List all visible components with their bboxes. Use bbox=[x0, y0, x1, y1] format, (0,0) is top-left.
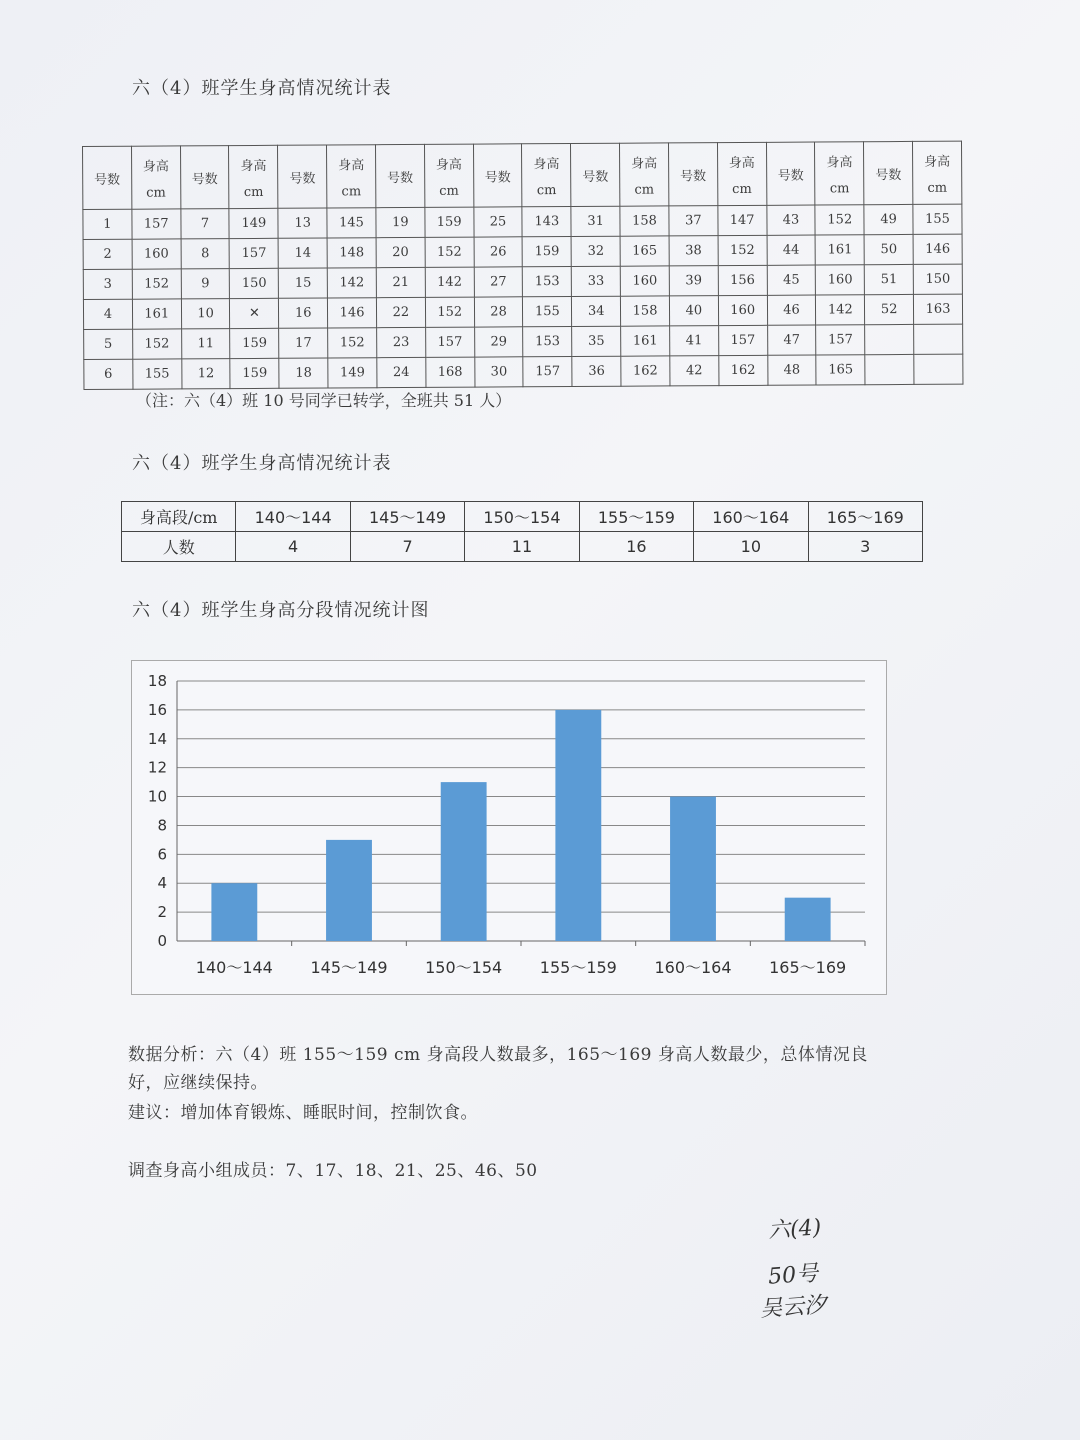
student-number-cell: 17 bbox=[279, 328, 328, 358]
student-number-cell: 42 bbox=[670, 356, 719, 386]
header-height-label: 身高 bbox=[631, 155, 658, 172]
height-cell: 157 bbox=[523, 357, 572, 387]
student-number-cell: 28 bbox=[474, 297, 523, 327]
header-height-label: 身高 bbox=[142, 158, 169, 175]
header-height-label: 身高 bbox=[533, 156, 560, 172]
x-tick-label: 165～169 bbox=[769, 958, 847, 977]
bar bbox=[326, 840, 372, 941]
summary-range-cell: 150～154 bbox=[465, 502, 579, 532]
height-cell: 163 bbox=[914, 294, 963, 324]
header-height-unit: cm bbox=[732, 181, 752, 197]
student-number-cell: 22 bbox=[376, 297, 425, 327]
height-cell: 159 bbox=[523, 237, 572, 267]
header-height bbox=[229, 145, 278, 208]
height-cell: 146 bbox=[328, 298, 377, 328]
student-number-cell: 44 bbox=[767, 235, 816, 265]
height-cell: 157 bbox=[230, 238, 279, 268]
height-cell: 150 bbox=[913, 264, 962, 294]
student-number-cell: 15 bbox=[279, 268, 328, 298]
summary-count-cell: 10 bbox=[694, 532, 808, 562]
height-cell: 162 bbox=[719, 355, 768, 385]
student-number-cell: 49 bbox=[864, 204, 913, 234]
header-height-label: 身高 bbox=[240, 158, 267, 174]
y-tick-label: 6 bbox=[157, 845, 167, 864]
handwritten-name: 吴云汐 bbox=[759, 1292, 827, 1323]
student-number-cell: 23 bbox=[377, 327, 426, 357]
student-number-cell: 38 bbox=[669, 236, 718, 266]
height-cell: 157 bbox=[718, 325, 767, 355]
student-number-cell: 43 bbox=[766, 205, 815, 235]
header-height-unit: cm bbox=[439, 183, 459, 199]
table-row bbox=[84, 354, 963, 389]
summary-count-cell: 16 bbox=[579, 532, 693, 562]
height-cell: 152 bbox=[132, 329, 181, 359]
height-cell: 159 bbox=[230, 358, 279, 388]
student-number-cell: 2 bbox=[83, 239, 132, 269]
bar bbox=[785, 898, 831, 941]
x-tick-label: 145～149 bbox=[310, 958, 388, 977]
header-height bbox=[131, 146, 180, 209]
height-cell: 160 bbox=[132, 239, 181, 269]
header-number: 号数 bbox=[473, 144, 522, 207]
student-number-cell: 6 bbox=[84, 359, 133, 389]
summary-count-cell: 4 bbox=[236, 532, 350, 562]
handwritten-class: 六(4) bbox=[767, 1215, 823, 1244]
student-number-cell: 32 bbox=[571, 236, 620, 266]
student-number-cell: 46 bbox=[767, 295, 816, 325]
height-cell: 157 bbox=[425, 327, 474, 357]
header-height-label: 身高 bbox=[826, 154, 853, 170]
analysis-line-1: 数据分析：六（4）班 155～159 cm 身高段人数最多，165～169 身高人数最少，总体情况良 bbox=[128, 1045, 868, 1065]
suggestion-line: 建议：增加体育锻炼、睡眠时间，控制饮食。 bbox=[128, 1103, 478, 1123]
y-tick-label: 0 bbox=[157, 932, 167, 950]
header-number: 号数 bbox=[864, 141, 913, 204]
student-number-cell bbox=[865, 324, 914, 354]
height-cell: 142 bbox=[327, 268, 376, 298]
header-number: 号数 bbox=[668, 143, 717, 206]
height-cell: 152 bbox=[718, 235, 767, 265]
height-cell: 152 bbox=[425, 297, 474, 327]
x-tick-label: 155～159 bbox=[539, 958, 617, 977]
header-number: 号数 bbox=[571, 143, 620, 206]
student-number-cell: 10 bbox=[181, 299, 230, 329]
header-number: 号数 bbox=[278, 145, 327, 208]
bar bbox=[441, 782, 487, 941]
header-height-unit: cm bbox=[341, 183, 362, 199]
student-number-cell: 25 bbox=[474, 207, 523, 237]
summary-table bbox=[121, 501, 923, 562]
student-number-cell: 19 bbox=[376, 207, 425, 237]
raw-table-header-row bbox=[83, 141, 962, 209]
header-height-label: 身高 bbox=[924, 154, 951, 170]
student-number-cell: 48 bbox=[767, 355, 816, 385]
height-cell: 165 bbox=[620, 236, 669, 266]
student-number-cell: 52 bbox=[865, 294, 914, 324]
header-number: 号数 bbox=[766, 142, 815, 205]
student-number-cell: 51 bbox=[864, 264, 913, 294]
y-tick-label: 10 bbox=[147, 787, 167, 806]
height-cell: 145 bbox=[327, 208, 376, 238]
header-height-unit: cm bbox=[927, 180, 948, 196]
bar-chart bbox=[132, 661, 886, 994]
student-number-cell: 27 bbox=[474, 267, 523, 297]
summary-count-cell: 3 bbox=[808, 532, 922, 562]
header-height-label: 身高 bbox=[338, 157, 365, 173]
header-height-label: 身高 bbox=[435, 157, 462, 173]
raw-height-table bbox=[82, 141, 963, 390]
height-cell: 155 bbox=[523, 297, 572, 327]
student-number-cell: 36 bbox=[572, 356, 621, 386]
raw-table-title: 六（4）班学生身高情况统计表 bbox=[132, 78, 392, 99]
height-cell: 146 bbox=[913, 234, 962, 264]
summary-range-row bbox=[122, 502, 923, 532]
height-cell: 157 bbox=[816, 325, 865, 355]
header-height-unit: cm bbox=[536, 182, 557, 198]
height-cell bbox=[914, 354, 963, 384]
student-number-cell: 24 bbox=[377, 357, 426, 387]
header-height-label: 身高 bbox=[728, 155, 755, 171]
student-number-cell: 37 bbox=[669, 206, 718, 236]
x-tick-label: 150～154 bbox=[425, 958, 503, 977]
height-cell: 156 bbox=[718, 265, 767, 295]
student-number-cell: 30 bbox=[474, 357, 523, 387]
height-cell: 158 bbox=[621, 296, 670, 326]
height-cell: 161 bbox=[132, 299, 181, 329]
height-cell: 155 bbox=[133, 359, 182, 389]
header-height bbox=[424, 144, 473, 207]
y-tick-label: 2 bbox=[157, 903, 167, 922]
header-height bbox=[327, 145, 376, 208]
handwritten-number: 50号 bbox=[767, 1261, 819, 1290]
summary-count-cell: 7 bbox=[350, 532, 464, 562]
summary-count-cell: 11 bbox=[465, 532, 579, 562]
height-cell: 142 bbox=[816, 295, 865, 325]
bar bbox=[211, 883, 257, 941]
student-number-cell: 45 bbox=[767, 265, 816, 295]
student-number-cell: 7 bbox=[181, 209, 230, 239]
student-number-cell: 20 bbox=[376, 237, 425, 267]
height-cell: 149 bbox=[328, 358, 377, 388]
height-cell: ✕ bbox=[230, 298, 279, 328]
summary-range-cell: 160～164 bbox=[694, 502, 808, 532]
height-cell: 165 bbox=[816, 355, 865, 385]
summary-count-label: 人数 bbox=[122, 532, 236, 562]
bar bbox=[555, 710, 601, 941]
student-number-cell: 41 bbox=[670, 326, 719, 356]
height-cell: 152 bbox=[815, 205, 864, 235]
bar-chart-frame bbox=[131, 660, 887, 995]
x-tick-label: 140～144 bbox=[195, 958, 273, 977]
height-cell: 143 bbox=[522, 207, 571, 237]
summary-range-cell: 145～149 bbox=[350, 502, 464, 532]
header-height-unit: cm bbox=[243, 184, 264, 200]
header-height bbox=[522, 144, 571, 207]
student-number-cell: 50 bbox=[864, 234, 913, 264]
student-number-cell: 47 bbox=[767, 325, 816, 355]
summary-range-label: 身高段/cm bbox=[122, 502, 236, 532]
header-height bbox=[815, 142, 864, 205]
summary-range-cell: 155～159 bbox=[579, 502, 693, 532]
table-note: （注：六（4）班 10 号同学已转学，全班共 51 人） bbox=[136, 391, 512, 410]
summary-range-cell: 140～144 bbox=[236, 502, 350, 532]
height-cell: 162 bbox=[621, 356, 670, 386]
student-number-cell: 9 bbox=[181, 269, 230, 299]
x-tick-label: 160～164 bbox=[654, 958, 732, 977]
student-number-cell: 14 bbox=[278, 238, 327, 268]
height-cell: 157 bbox=[132, 209, 181, 239]
height-cell: 160 bbox=[718, 295, 767, 325]
group-members-line: 调查身高小组成员：7、17、18、21、25、46、50 bbox=[128, 1161, 538, 1181]
summary-range-cell: 165～169 bbox=[808, 502, 922, 532]
height-cell: 160 bbox=[816, 265, 865, 295]
student-number-cell: 33 bbox=[572, 266, 621, 296]
student-number-cell: 11 bbox=[181, 329, 230, 359]
height-cell: 159 bbox=[425, 207, 474, 237]
header-height bbox=[913, 141, 962, 204]
bar bbox=[670, 797, 716, 941]
student-number-cell: 26 bbox=[474, 237, 523, 267]
header-height-unit: cm bbox=[634, 182, 655, 198]
header-height bbox=[717, 142, 766, 205]
height-cell: 161 bbox=[815, 235, 864, 265]
y-tick-label: 8 bbox=[157, 816, 167, 835]
student-number-cell: 39 bbox=[669, 266, 718, 296]
student-number-cell: 40 bbox=[669, 296, 718, 326]
height-cell: 149 bbox=[229, 208, 278, 238]
header-height-unit: cm bbox=[146, 184, 166, 201]
header-height bbox=[620, 143, 669, 206]
height-cell: 152 bbox=[132, 269, 181, 299]
y-tick-label: 14 bbox=[147, 729, 167, 748]
height-cell: 159 bbox=[230, 328, 279, 358]
y-tick-label: 4 bbox=[157, 874, 167, 893]
y-tick-label: 16 bbox=[147, 700, 167, 719]
student-number-cell: 8 bbox=[181, 239, 230, 269]
student-number-cell: 5 bbox=[84, 329, 133, 359]
y-tick-label: 12 bbox=[147, 758, 167, 777]
student-number-cell: 31 bbox=[571, 206, 620, 236]
analysis-line-2: 好，应继续保持。 bbox=[128, 1073, 268, 1093]
summary-table-title: 六（4）班学生身高情况统计表 bbox=[132, 453, 392, 474]
header-number: 号数 bbox=[375, 144, 424, 207]
student-number-cell: 3 bbox=[83, 269, 132, 299]
height-cell: 152 bbox=[328, 328, 377, 358]
student-number-cell: 34 bbox=[572, 296, 621, 326]
header-number: 号数 bbox=[180, 146, 229, 209]
height-cell: 152 bbox=[425, 237, 474, 267]
height-cell: 155 bbox=[913, 204, 962, 234]
height-cell: 148 bbox=[327, 238, 376, 268]
student-number-cell: 12 bbox=[181, 359, 230, 389]
student-number-cell: 29 bbox=[474, 327, 523, 357]
student-number-cell: 21 bbox=[376, 267, 425, 297]
summary-count-row bbox=[122, 532, 923, 562]
header-height-unit: cm bbox=[829, 180, 850, 196]
height-cell: 160 bbox=[620, 266, 669, 296]
student-number-cell: 35 bbox=[572, 326, 621, 356]
student-number-cell: 4 bbox=[83, 299, 132, 329]
height-cell: 161 bbox=[621, 326, 670, 356]
chart-title: 六（4）班学生身高分段情况统计图 bbox=[132, 600, 430, 621]
height-cell: 142 bbox=[425, 267, 474, 297]
student-number-cell: 1 bbox=[83, 209, 132, 239]
height-cell: 168 bbox=[426, 357, 475, 387]
height-cell: 153 bbox=[523, 267, 572, 297]
student-number-cell bbox=[865, 354, 914, 384]
header-number: 号数 bbox=[83, 146, 132, 209]
student-number-cell: 18 bbox=[279, 358, 328, 388]
student-number-cell: 16 bbox=[279, 298, 328, 328]
y-tick-label: 18 bbox=[147, 672, 167, 690]
height-cell: 147 bbox=[718, 205, 767, 235]
height-cell bbox=[914, 324, 963, 354]
student-number-cell: 13 bbox=[278, 208, 327, 238]
height-cell: 153 bbox=[523, 327, 572, 357]
height-cell: 150 bbox=[230, 268, 279, 298]
height-cell: 158 bbox=[620, 206, 669, 236]
